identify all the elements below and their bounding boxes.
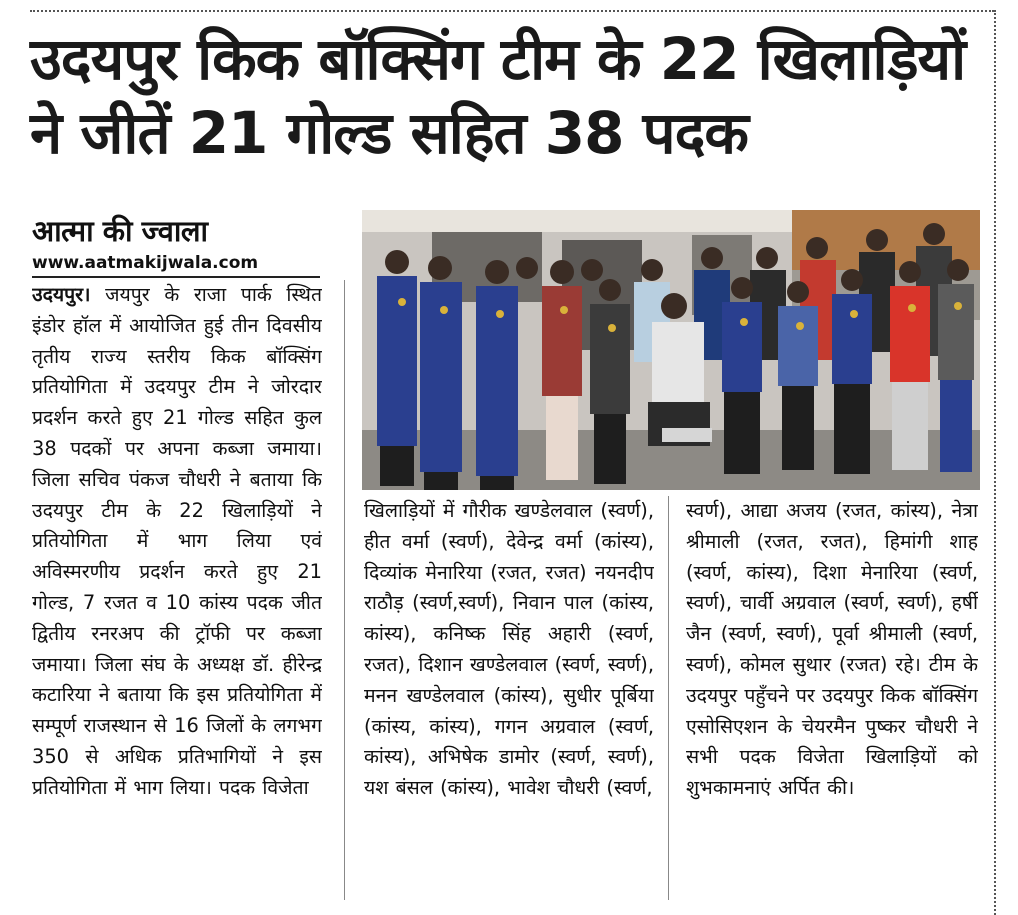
column-divider <box>344 280 345 900</box>
column-divider <box>668 496 669 900</box>
article-column-2: खिलाड़ियों में गौरीक खण्डेलवाल (स्वर्ण), हीत वर्मा (स्वर्ण), देवेन्द्र वर्मा (कांस्य), दिव्यांक मेनारिया (रजत, रजत) नयनदीप राठौड़ (स्वर्ण,स्वर्ण), निवान पाल (कांस्य, कांस्य), कनिष्क सिंह अहारी (स्वर्ण, रजत), दिशान खण्डेलवाल (स्वर्ण, स्वर्ण), मनन खण्डेलवाल (कांस्य), सुधीर पूर्बिया (कांस्य, कांस्य), गगन अग्रवाल (स्वर्ण, कांस्य), अभिषेक डामोर (स्वर्ण, स्वर्ण), यश बंसल (कांस्य), भावेश चौधरी (स्वर्ण, <box>364 499 654 800</box>
website-link[interactable]: www.aatmakijwala.com <box>32 253 259 273</box>
article-column-1 <box>32 280 322 900</box>
team-photo <box>362 210 980 490</box>
page-border-right <box>994 10 996 915</box>
dateline: उदयपुर। <box>32 283 91 306</box>
page-border-top <box>30 10 994 12</box>
headline-line-2: ने जीतें 21 गोल्ड सहित 38 पदक <box>30 99 748 167</box>
team-photo-illustration <box>362 210 980 490</box>
column-1-text: जयपुर के राजा पार्क स्थित इंडोर हॉल में आयोजित हुई तीन दिवसीय तृतीय राज्य स्तरीय किक बॉक्सिंग प्रतियोगिता में उदयपुर टीम ने जोरदार प्रदर्शन करते हुए 21 गोल्ड सहित कुल 38 पदकों पर अपना कब्जा जमाया। जिला सचिव पंकज चौधरी ने बताया कि उदयपुर टीम के 22 खिलाड़ियों ने प्रतियोगिता में भाग लिया एवं अविस्मरणीय प्रदर्शन करते हुए 21 गोल्ड, 7 रजत व 10 कांस्य पदक जीत द्वितीय रनरअप की ट्रॉफी पर कब्जा जमाया। जिला संघ के अध्यक्ष डॉ. हीरेन्द्र कटारिया ने बताया कि इस प्रतियोगिता में सम्पूर्ण राजस्थान से 16 जिलों के लगभग 350 से अधिक प्रतिभागियों ने इस प्रतियोगिता में भाग लिया। पदक विजेता <box>32 283 322 799</box>
article-column-3: स्वर्ण), आद्या अजय (रजत, कांस्य), नेत्रा श्रीमाली (रजत, रजत), हिमांगी शाह (स्वर्ण, कांस्य), दिशा मेनारिया (स्वर्ण, स्वर्ण), चार्वी अग्रवाल (स्वर्ण, स्वर्ण), हर्षी जैन (स्वर्ण, स्वर्ण), पूर्वा श्रीमाली (स्वर्ण, स्वर्ण), कोमल सुथार (रजत) रहे। टीम के उदयपुर पहुँचने पर उदयपुर किक बॉक्सिंग एसोसिएशन के चेयरमैन पुष्कर चौधरी ने सभी पदक विजेता खिलाड़ियों को शुभकामनाएं अर्पित की। <box>686 499 978 800</box>
headline-line-1: उदयपुर किक बॉक्सिंग टीम के 22 खिलाड़ियों <box>30 25 966 93</box>
headline <box>30 22 990 170</box>
byline-rule <box>32 276 320 278</box>
byline: आत्मा की ज्वाला <box>32 214 208 248</box>
